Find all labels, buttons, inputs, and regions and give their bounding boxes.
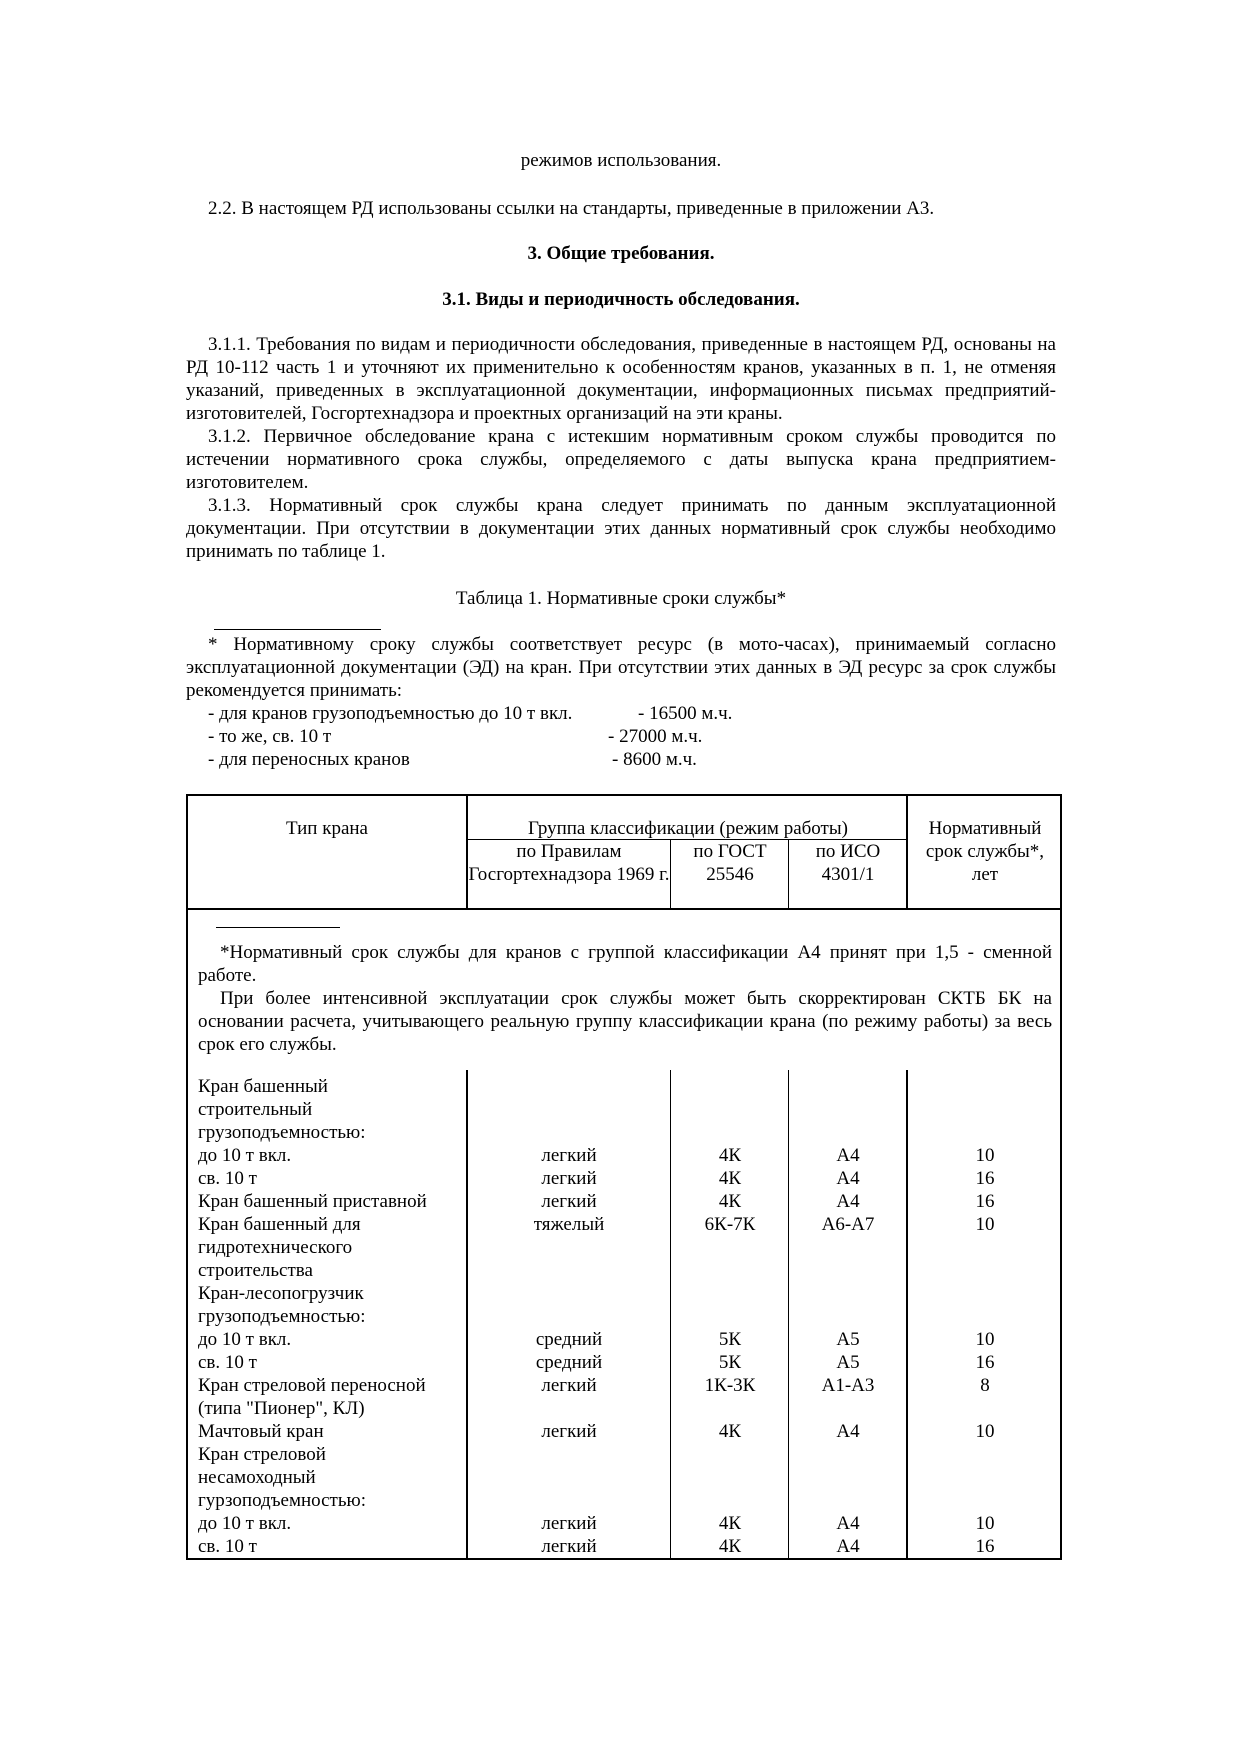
gost-group-cell: 4К xyxy=(718,1191,742,1212)
table-footnote-2: При более интенсивной эксплуатации срок службы может быть скорректирован СКТБ БК на основании расчета, учитывающего реальную группу классификации крана (по режиму работы) за весь срок его службы. xyxy=(198,988,1052,1055)
iso-group-cell xyxy=(790,1259,906,1282)
crane-type-cell: Кран башенный для xyxy=(198,1214,361,1235)
footnote-text: * Нормативному сроку службы соответствует ресурс (в мото-часах), принимаемый согласно эксплуатационной документации (ЭД) на кран. При отсутствии этих данных в ЭД ресурс за срок службы рекомендуется принимать: xyxy=(186,634,1056,701)
paragraphs-3-1 xyxy=(186,333,1056,563)
service-life-cell: 16 xyxy=(975,1168,995,1189)
crane-type-cell: св. 10 т xyxy=(198,1168,257,1189)
gost-group-cell xyxy=(672,1305,788,1328)
service-life-cell xyxy=(912,1236,1058,1259)
continuation-line: режимов использования. xyxy=(520,150,722,171)
rules-mode-cell xyxy=(468,1489,670,1512)
rules-mode-cell xyxy=(468,1466,670,1489)
crane-type-cell: до 10 т вкл. xyxy=(198,1145,292,1166)
column-iso-group xyxy=(790,1075,906,1558)
header-service-life: Нормативный срок службы*, лет xyxy=(925,818,1045,885)
header-crane-type: Тип крана xyxy=(286,818,368,839)
rules-mode-cell: легкий xyxy=(541,1191,597,1212)
gost-group-cell xyxy=(672,1098,788,1121)
iso-group-cell xyxy=(790,1098,906,1121)
rules-mode-cell: средний xyxy=(535,1329,603,1350)
crane-type-cell: строительный xyxy=(198,1099,313,1120)
rules-mode-cell xyxy=(468,1259,670,1282)
crane-type-cell: гидротехнического xyxy=(198,1237,353,1258)
crane-type-cell: Кран башенный xyxy=(198,1076,328,1097)
iso-group-cell: А6-А7 xyxy=(821,1214,875,1235)
iso-group-cell xyxy=(790,1236,906,1259)
iso-group-cell: А4 xyxy=(836,1536,860,1557)
iso-group-cell xyxy=(790,1075,906,1098)
resource-value: - 27000 м.ч. xyxy=(608,726,703,747)
gost-group-cell: 6К-7К xyxy=(704,1214,756,1235)
iso-group-cell xyxy=(790,1282,906,1305)
crane-type-cell: Кран башенный приставной xyxy=(198,1191,427,1212)
resource-label: - для переносных кранов xyxy=(208,749,410,770)
rules-mode-cell: средний xyxy=(535,1352,603,1373)
rules-mode-cell xyxy=(468,1098,670,1121)
service-life-cell xyxy=(912,1259,1058,1282)
iso-group-cell: А5 xyxy=(836,1329,860,1350)
resource-value: - 16500 м.ч. xyxy=(638,703,733,724)
rules-mode-cell xyxy=(468,1075,670,1098)
header-gost: по ГОСТ 25546 xyxy=(693,841,767,885)
service-life-cell xyxy=(912,1397,1058,1420)
crane-type-cell: Мачтовый кран xyxy=(198,1421,324,1442)
gost-group-cell xyxy=(672,1259,788,1282)
service-life-cell: 10 xyxy=(975,1329,995,1350)
column-gost-group xyxy=(672,1075,788,1558)
column-service-life xyxy=(912,1075,1058,1558)
iso-group-cell xyxy=(790,1466,906,1489)
rules-mode-cell: легкий xyxy=(541,1513,597,1534)
service-life-cell: 16 xyxy=(975,1536,995,1557)
crane-type-cell: Кран стреловой xyxy=(198,1444,326,1465)
rules-mode-cell: легкий xyxy=(541,1168,597,1189)
table-footnote xyxy=(198,941,1052,1056)
iso-group-cell xyxy=(790,1305,906,1328)
resource-item xyxy=(208,748,697,771)
gost-group-cell xyxy=(672,1489,788,1512)
rules-mode-cell: тяжелый xyxy=(533,1214,605,1235)
gost-group-cell: 5К xyxy=(718,1352,742,1373)
rules-mode-cell xyxy=(468,1397,670,1420)
iso-group-cell: А4 xyxy=(836,1145,860,1166)
rules-mode-cell: легкий xyxy=(541,1375,597,1396)
crane-type-cell: грузоподъемностью: xyxy=(198,1122,366,1143)
rules-mode-cell: легкий xyxy=(541,1421,597,1442)
paragraph-3-1-3: 3.1.3. Нормативный срок службы крана следует принимать по данным эксплуатационной документации. При отсутствии в документации этих данных нормативный срок службы необходимо принимать по таблице 1. xyxy=(186,495,1056,562)
resource-value: - 8600 м.ч. xyxy=(612,749,697,770)
paragraph-2-2 xyxy=(186,197,1056,220)
iso-group-cell xyxy=(790,1489,906,1512)
gost-group-cell: 1К-3К xyxy=(704,1375,756,1396)
gost-group-cell xyxy=(672,1397,788,1420)
service-life-cell: 10 xyxy=(975,1421,995,1442)
gost-group-cell xyxy=(672,1466,788,1489)
gost-group-cell xyxy=(672,1282,788,1305)
service-life-cell: 8 xyxy=(980,1375,990,1396)
crane-type-cell: гурзоподъемностью: xyxy=(198,1490,367,1511)
service-life-cell xyxy=(912,1075,1058,1098)
footnote-1 xyxy=(186,633,1056,702)
crane-type-cell: до 10 т вкл. xyxy=(198,1513,292,1534)
service-life-cell xyxy=(912,1466,1058,1489)
crane-type-cell: строительства xyxy=(198,1260,313,1281)
column-crane-type xyxy=(198,1075,468,1558)
iso-group-cell: А4 xyxy=(836,1513,860,1534)
service-life-cell xyxy=(912,1443,1058,1466)
paragraph-3-1-2: 3.1.2. Первичное обследование крана с истекшим нормативным сроком службы проводится по истечении нормативного срока службы, определяемого с даты выпуска крана предприятием-изготовителем. xyxy=(186,426,1056,493)
gost-group-cell: 4К xyxy=(718,1513,742,1534)
gost-group-cell: 5К xyxy=(718,1329,742,1350)
service-life-cell: 16 xyxy=(975,1352,995,1373)
crane-type-cell: до 10 т вкл. xyxy=(198,1329,292,1350)
gost-group-cell xyxy=(672,1443,788,1466)
header-rules-1969: по Правилам Госгортехнадзора 1969 г. xyxy=(468,841,670,885)
rules-mode-cell xyxy=(468,1305,670,1328)
crane-type-cell: несамоходный xyxy=(198,1467,316,1488)
gost-group-cell: 4К xyxy=(718,1145,742,1166)
rules-mode-cell xyxy=(468,1443,670,1466)
service-life-cell: 16 xyxy=(975,1191,995,1212)
crane-type-cell: св. 10 т xyxy=(198,1536,257,1557)
rules-mode-cell xyxy=(468,1236,670,1259)
crane-type-cell: Кран-лесопогрузчик xyxy=(198,1283,364,1304)
crane-type-cell: грузоподъемностью: xyxy=(198,1306,366,1327)
service-life-cell: 10 xyxy=(975,1513,995,1534)
rules-mode-cell xyxy=(468,1282,670,1305)
paragraph-3-1-1: 3.1.1. Требования по видам и периодичности обследования, приведенные в настоящем РД, основаны на РД 10-112 часть 1 и уточняют их применительно к особенностям кранов, указанных в п. 1, не отменяя указаний, приведенных в эксплуатационной документации, информационных письмах предприятий-изготовителей, Госгортехнадзора и проектных организаций на эти краны. xyxy=(186,334,1056,424)
rules-mode-cell: легкий xyxy=(541,1536,597,1557)
crane-type-cell: св. 10 т xyxy=(198,1352,257,1373)
service-life-cell xyxy=(912,1305,1058,1328)
service-life-cell xyxy=(912,1098,1058,1121)
paragraph-text: 2.2. В настоящем РД использованы ссылки на стандарты, приведенные в приложении А3. xyxy=(208,198,935,219)
rules-mode-cell xyxy=(468,1121,670,1144)
gost-group-cell xyxy=(672,1075,788,1098)
gost-group-cell xyxy=(672,1121,788,1144)
service-life-cell: 10 xyxy=(975,1145,995,1166)
column-rules-mode xyxy=(468,1075,670,1558)
gost-group-cell: 4К xyxy=(718,1536,742,1557)
section-heading-3: 3. Общие требования. xyxy=(527,243,715,264)
resource-label: - для кранов грузоподъемностью до 10 т вкл. xyxy=(208,703,573,724)
iso-group-cell: А1-А3 xyxy=(821,1375,875,1396)
resource-item xyxy=(208,725,703,748)
section-heading-3-1: 3.1. Виды и периодичность обследования. xyxy=(442,289,800,310)
resource-item xyxy=(208,702,733,725)
resource-label: - то же, св. 10 т xyxy=(208,726,332,747)
rules-mode-cell: легкий xyxy=(541,1145,597,1166)
gost-group-cell: 4К xyxy=(718,1168,742,1189)
iso-group-cell xyxy=(790,1397,906,1420)
service-life-cell xyxy=(912,1282,1058,1305)
iso-group-cell xyxy=(790,1443,906,1466)
iso-group-cell: А4 xyxy=(836,1168,860,1189)
header-classification-group: Группа классификации (режим работы) xyxy=(528,818,848,839)
service-life-cell xyxy=(912,1121,1058,1144)
iso-group-cell: А4 xyxy=(836,1191,860,1212)
gost-group-cell: 4К xyxy=(718,1421,742,1442)
crane-type-cell: Кран стреловой переносной xyxy=(198,1375,426,1396)
footnote-separator xyxy=(214,629,381,630)
table-caption: Таблица 1. Нормативные сроки службы* xyxy=(455,588,787,609)
iso-group-cell xyxy=(790,1121,906,1144)
crane-type-cell: (типа "Пионер", КЛ) xyxy=(198,1398,365,1419)
service-life-cell xyxy=(912,1489,1058,1512)
gost-group-cell xyxy=(672,1236,788,1259)
iso-group-cell: А5 xyxy=(836,1352,860,1373)
header-iso: по ИСО 4301/1 xyxy=(815,841,881,885)
iso-group-cell: А4 xyxy=(836,1421,860,1442)
table-footnote-1: *Нормативный срок службы для кранов с группой классификации А4 принят при 1,5 - сменной работе. xyxy=(198,942,1052,986)
service-life-cell: 10 xyxy=(975,1214,995,1235)
